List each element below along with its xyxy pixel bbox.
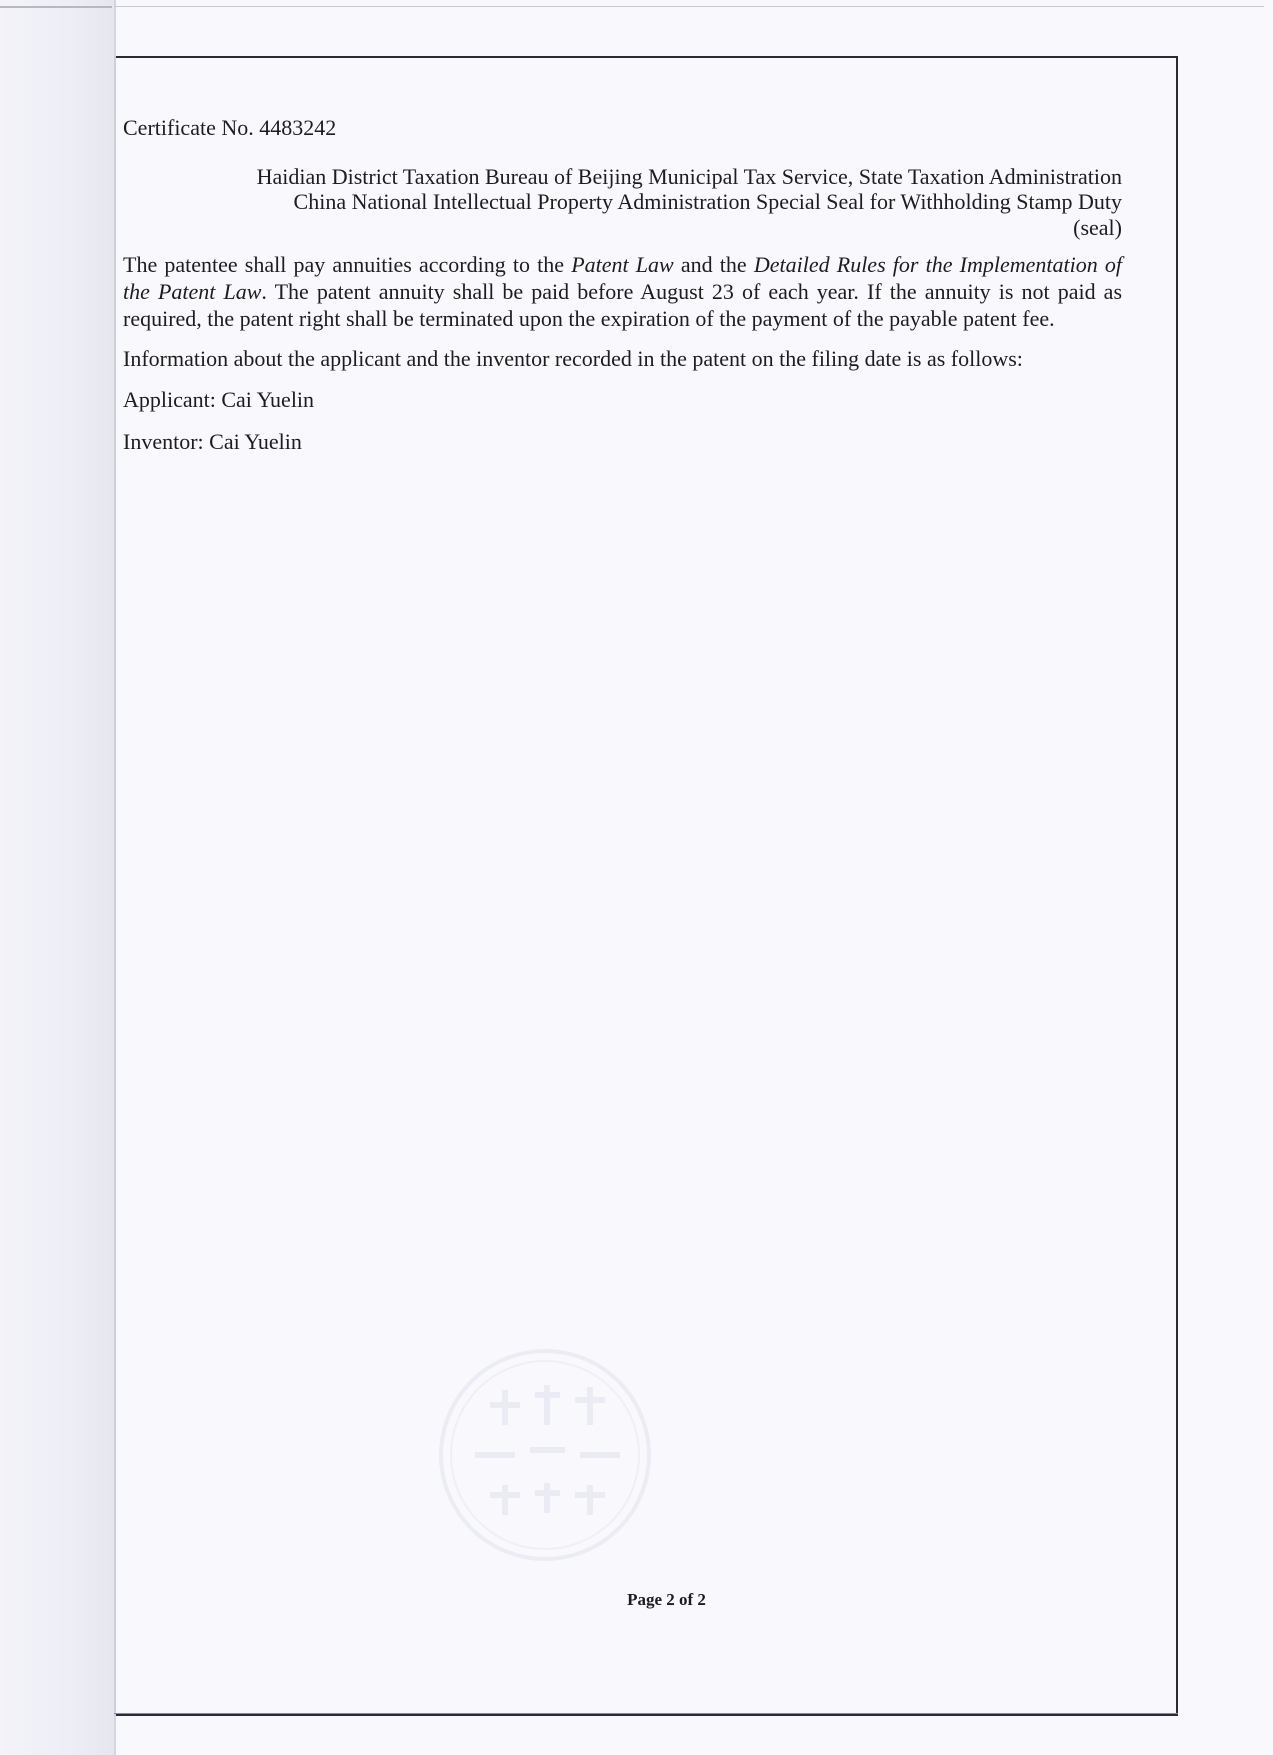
page-number: Page 2 of 2 [627, 1590, 706, 1609]
annuity-text-1: The patentee shall pay annuities according to the [123, 252, 572, 278]
stamp-line-cnipa: China National Intellectual Property Administration Special Seal for Withholding Stamp Duty [293, 189, 1122, 215]
stamp-line-seal: (seal) [1073, 215, 1122, 241]
inventor-line: Inventor: Cai Yuelin [123, 428, 302, 454]
binding-fold-line [0, 0, 112, 8]
stamp-duty-seal-text [123, 164, 1122, 242]
detailed-rules-title: Detailed Rules for the Implementation of the Patent Law [123, 252, 1123, 305]
embossed-seal-icon [435, 1345, 655, 1565]
stamp-line-taxation-bureau: Haidian District Taxation Bureau of Beijing Municipal Tax Service, State Taxation Administration [256, 163, 1122, 189]
patent-law-title: Patent Law [571, 252, 674, 278]
applicant-info-intro: Information about the applicant and the inventor recorded in the patent on the filing date is as follows: [123, 345, 1023, 371]
top-rule [114, 6, 1264, 7]
annuity-paragraph [123, 251, 1122, 332]
bottom-rule [114, 1713, 1178, 1714]
certificate-content [123, 114, 1122, 455]
applicant-line: Applicant: Cai Yuelin [123, 387, 315, 412]
certificate-number: Certificate No. 4483242 [123, 115, 337, 140]
annuity-text-3: . The patent annuity shall be paid before August 23 of each year. If the annuity is not paid as required, the patent right shall be terminated upon the expiration of the payment of the payable patent fee. [123, 279, 1122, 332]
annuity-text-2: and the [673, 252, 754, 278]
binding-strip [0, 0, 116, 1755]
